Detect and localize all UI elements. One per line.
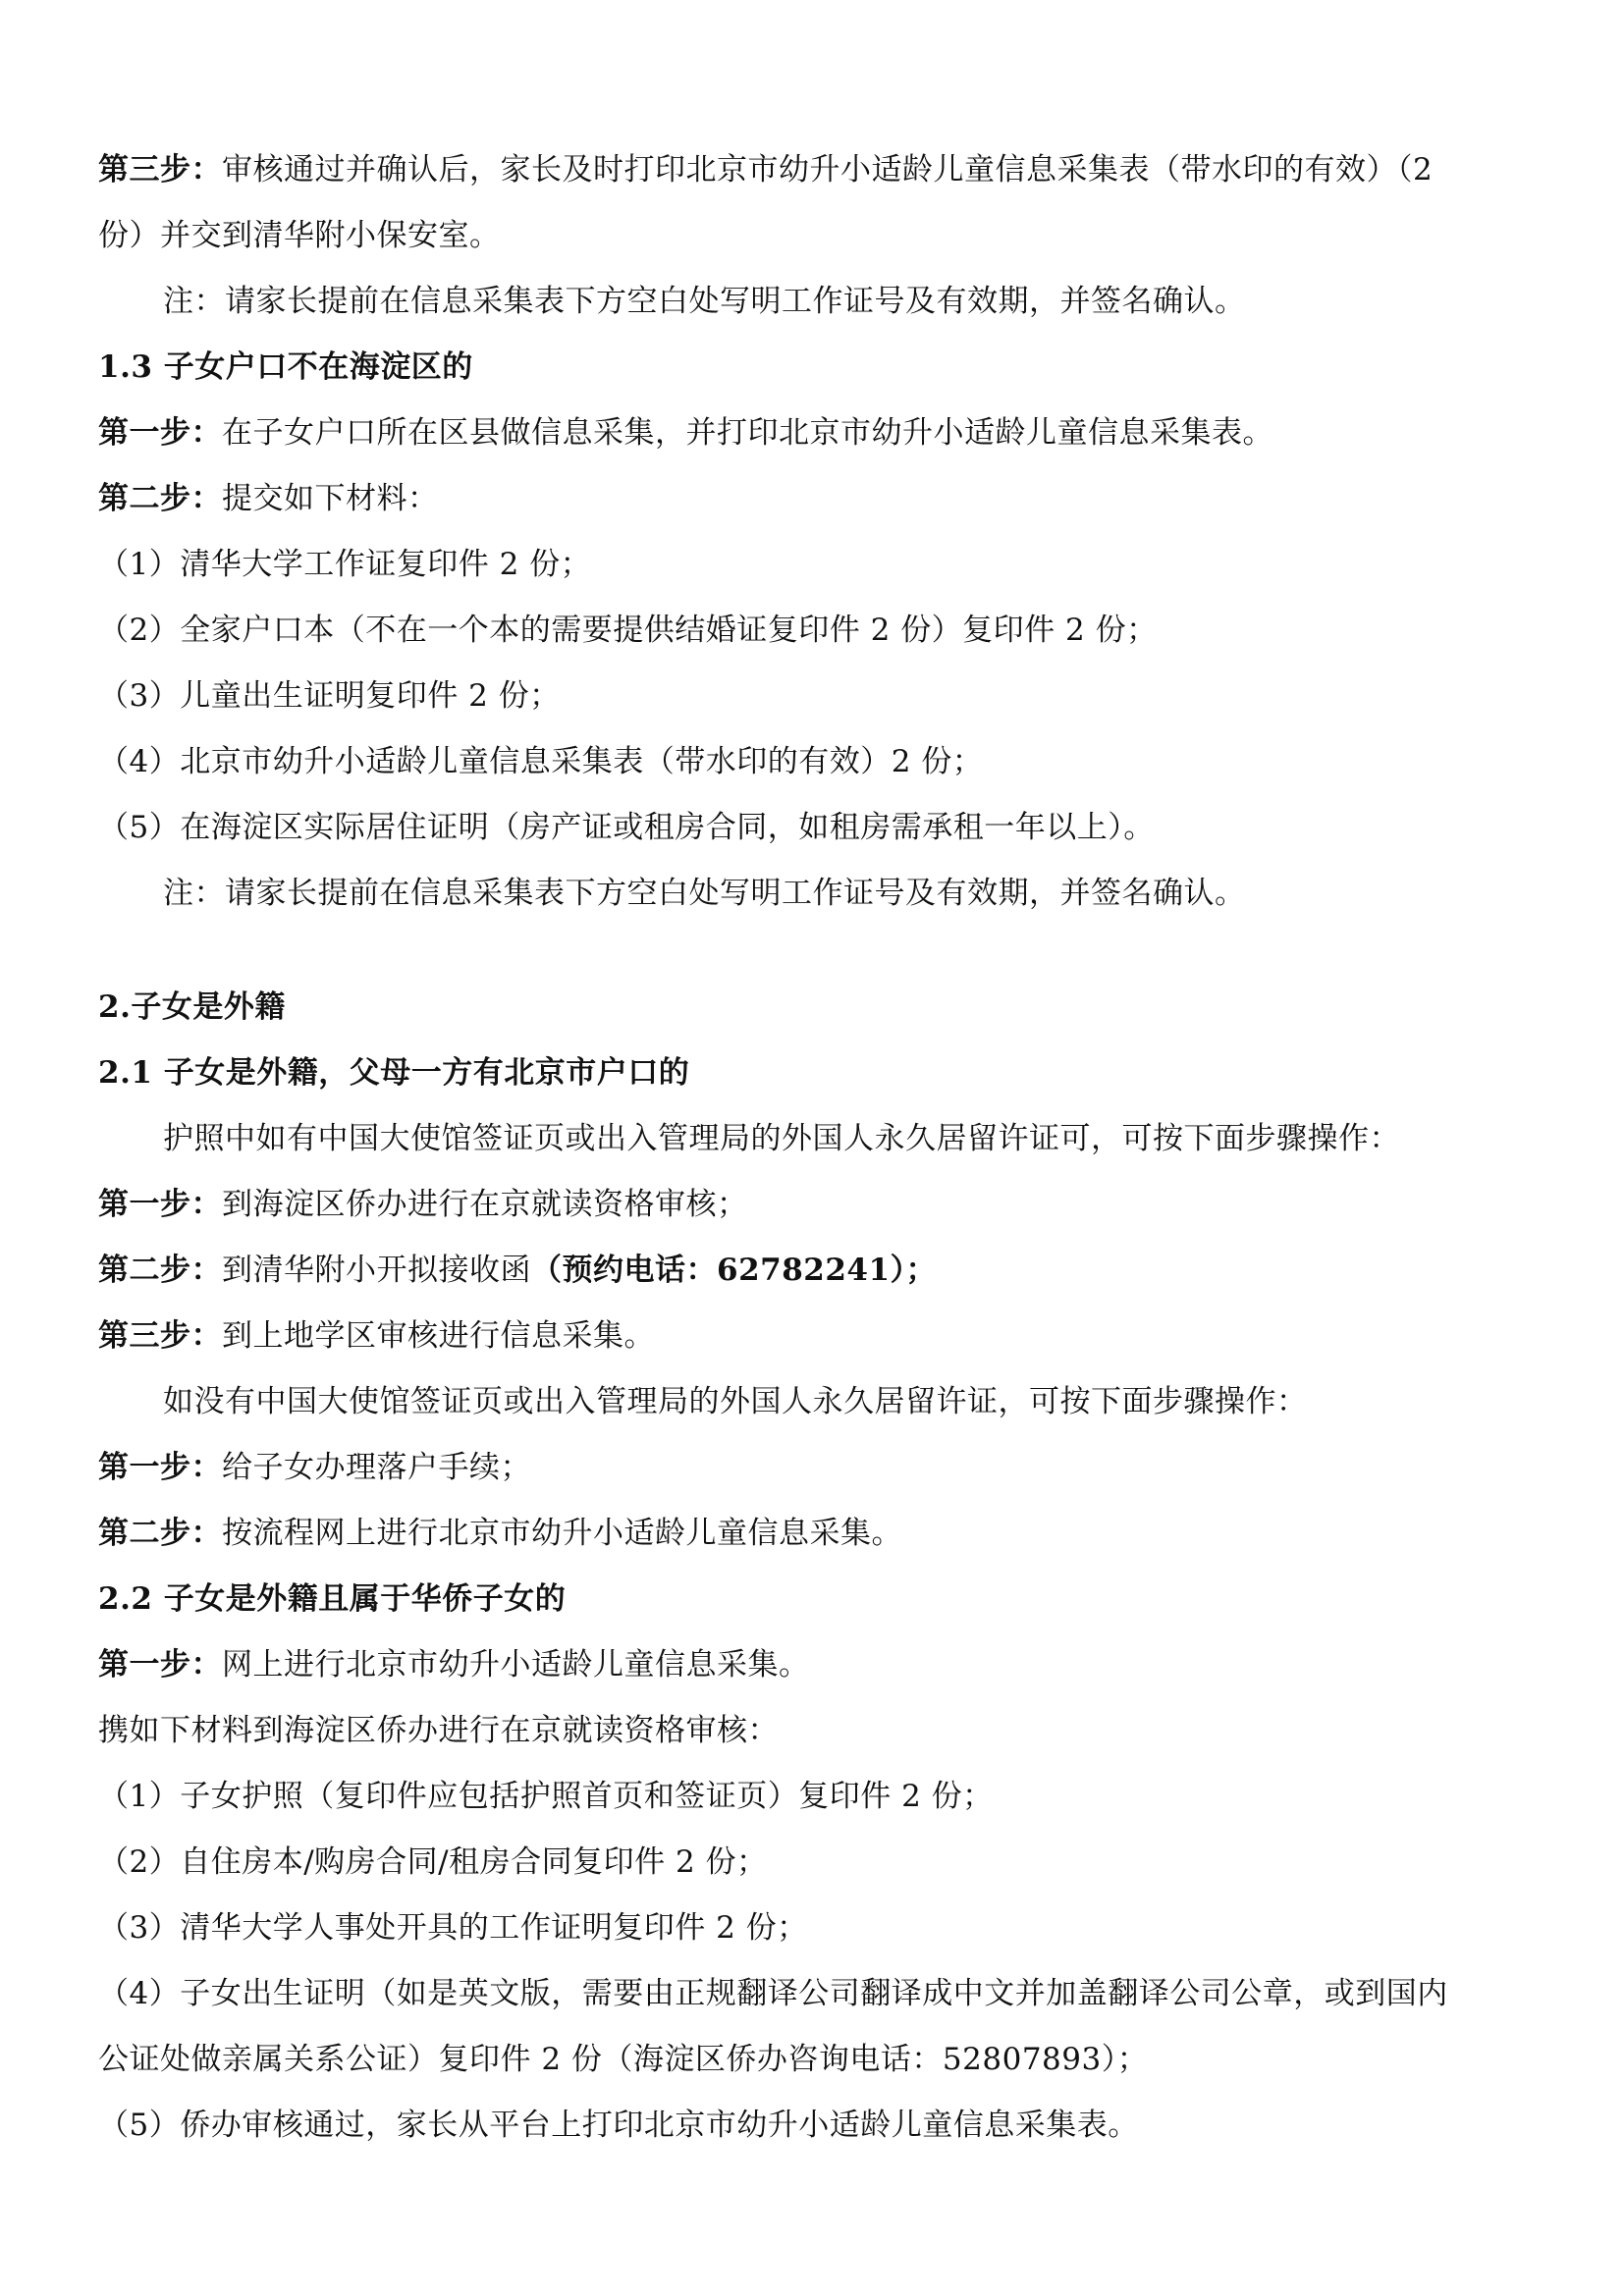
step1-line [98,1188,1532,1221]
section-title-2: 2.子女是外籍 [98,989,286,1025]
step-label: 第三步： [98,152,222,187]
step-label: 第二步： [98,481,222,516]
step-label: 第一步： [98,1187,222,1222]
list-item: （2）全家户口本（不在一个本的需要提供结婚证复印件 2 份）复印件 2 份； [98,613,1158,648]
step1-line [98,1648,1532,1682]
list-item: （1）清华大学工作证复印件 2 份； [98,547,592,582]
section-title-2-2: 2.2 子女是外籍且属于华侨子女的 [98,1581,567,1617]
list-item: （4）北京市幼升小适龄儿童信息采集表（带水印的有效）2 份； [98,744,984,779]
step2-line [98,1517,1532,1550]
step-text: 给子女办理落户手续； [222,1450,531,1485]
list-item: （3）儿童出生证明复印件 2 份； [98,678,561,714]
list-item: （3）清华大学人事处开具的工作证明复印件 2 份； [98,1910,808,1946]
section-title-1-3: 1.3 子女户口不在海淀区的 [98,349,473,385]
step-text: 到清华附小开拟接收函 [222,1253,531,1288]
list-item: （1）子女护照（复印件应包括护照首页和签证页）复印件 2 份； [98,1779,994,1814]
step-label: 第二步： [98,1253,222,1288]
section-title-2-1: 2.1 子女是外籍，父母一方有北京市户口的 [98,1055,690,1091]
paragraph: 携如下材料到海淀区侨办进行在京就读资格审核： [98,1713,779,1748]
note: 注：请家长提前在信息采集表下方空白处写明工作证号及有效期，并签名确认。 [163,284,1246,319]
step3-line [98,153,1532,187]
step-text: 提交如下材料： [222,481,439,516]
step-text: 在子女户口所在区县做信息采集，并打印北京市幼升小适龄儿童信息采集表。 [222,415,1273,451]
step-label: 第一步： [98,1647,222,1682]
step-label: 第一步： [98,415,222,451]
step3-line [98,1319,1532,1353]
document-page [98,153,1532,2142]
step-text: 网上进行北京市幼升小适龄儿童信息采集。 [222,1647,810,1682]
step-label: 第一步： [98,1450,222,1485]
list-item: （5）侨办审核通过，家长从平台上打印北京市幼升小适龄儿童信息采集表。 [98,2108,1139,2143]
list-item: （5）在海淀区实际居住证明（房产证或租房合同，如租房需承租一年以上）。 [98,810,1155,845]
step-label: 第二步： [98,1516,222,1551]
step1-line [98,1451,1532,1484]
step-label: 第三步： [98,1318,222,1354]
paragraph: 护照中如有中国大使馆签证页或出入管理局的外国人永久居留许证可，可按下面步骤操作： [163,1121,1400,1156]
list-item: （4）子女出生证明（如是英文版，需要由正规翻译公司翻译成中文并加盖翻译公司公章，或到国内 [98,1976,1448,2011]
step-text: 审核通过并确认后，家长及时打印北京市幼升小适龄儿童信息采集表（带水印的有效）（2 [222,152,1434,187]
step3-continuation: 份）并交到清华附小保安室。 [98,218,501,253]
paragraph: 如没有中国大使馆签证页或出入管理局的外国人永久居留许证，可按下面步骤操作： [163,1384,1308,1419]
step-text: 按流程网上进行北京市幼升小适龄儿童信息采集。 [222,1516,902,1551]
step2-line [98,482,1532,515]
step-text: 到上地学区审核进行信息采集。 [222,1318,655,1354]
list-item: （2）自住房本/购房合同/租房合同复印件 2 份； [98,1844,768,1880]
list-item-continuation: 公证处做亲属关系公证）复印件 2 份（海淀区侨办咨询电话：52807893）； [98,2042,1149,2077]
note: 注：请家长提前在信息采集表下方空白处写明工作证号及有效期，并签名确认。 [163,876,1246,911]
phone-appointment: （预约电话：62782241）； [531,1253,938,1288]
step-text: 到海淀区侨办进行在京就读资格审核； [222,1187,748,1222]
step1-line [98,416,1532,450]
step2-line [98,1254,1532,1287]
